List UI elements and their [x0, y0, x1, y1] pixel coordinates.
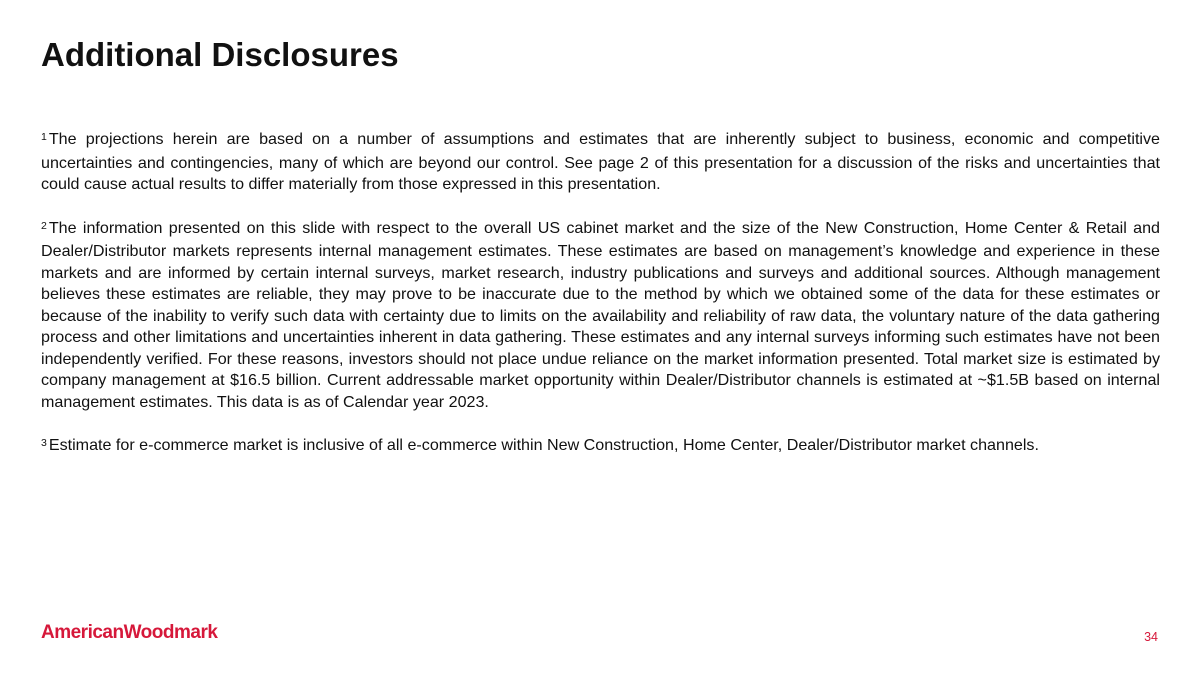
disclosure-note-text: The projections herein are based on a number of assumptions and estimates that are inherently subject to business, economic and competitive uncertainties and contingencies, many of which are beyond our control. See page 2 of this presentation for a discussion of the risks and uncertainties that could cause actual results to differ materially from those expressed in this presentation. — [41, 130, 1160, 193]
company-logo: AmericanWoodmark — [41, 622, 218, 643]
disclosure-note-3 — [41, 435, 1160, 459]
disclosure-note-text: The information presented on this slide with respect to the overall US cabinet market and the size of the New Construction, Home Center & Retail and Dealer/Distributor markets represents internal management estimates. These estimates are based on management’s knowledge and experience in these markets and are informed by certain internal surveys, market research, industry publications and surveys and additional sources. Although management believes these estimates are reliable, they may prove to be inaccurate due to the method by which we obtained some of the data for these estimates or because of the inability to verify such data with certainty due to limits on the availability and reliability of raw data, the voluntary nature of the data gathering process and other limitations and uncertainties inherent in data gathering. These estimates and any internal surveys informing such estimates have not been independently verified. For these reasons, investors should not place undue reliance on the market information presented. Total market size is estimated by company management at $16.5 billion. Current addressable market opportunity within Dealer/Distributor channels is estimated at ~$1.5B based on internal management estimates. This data is as of Calendar year 2023. — [41, 218, 1160, 411]
disclosure-note-2 — [41, 218, 1160, 414]
footnote-marker: 2 — [41, 219, 47, 232]
disclosure-note-1 — [41, 129, 1160, 196]
disclosure-notes — [41, 129, 1160, 481]
footnote-marker: 1 — [41, 131, 47, 143]
footnote-marker: 3 — [41, 437, 47, 449]
page-number: 34 — [1144, 630, 1158, 644]
page-title: Additional Disclosures — [41, 36, 399, 73]
disclosure-note-text: Estimate for e-commerce market is inclusive of all e-commerce within New Construction, Home Center, Dealer/Distributor market channels. — [48, 436, 1039, 454]
